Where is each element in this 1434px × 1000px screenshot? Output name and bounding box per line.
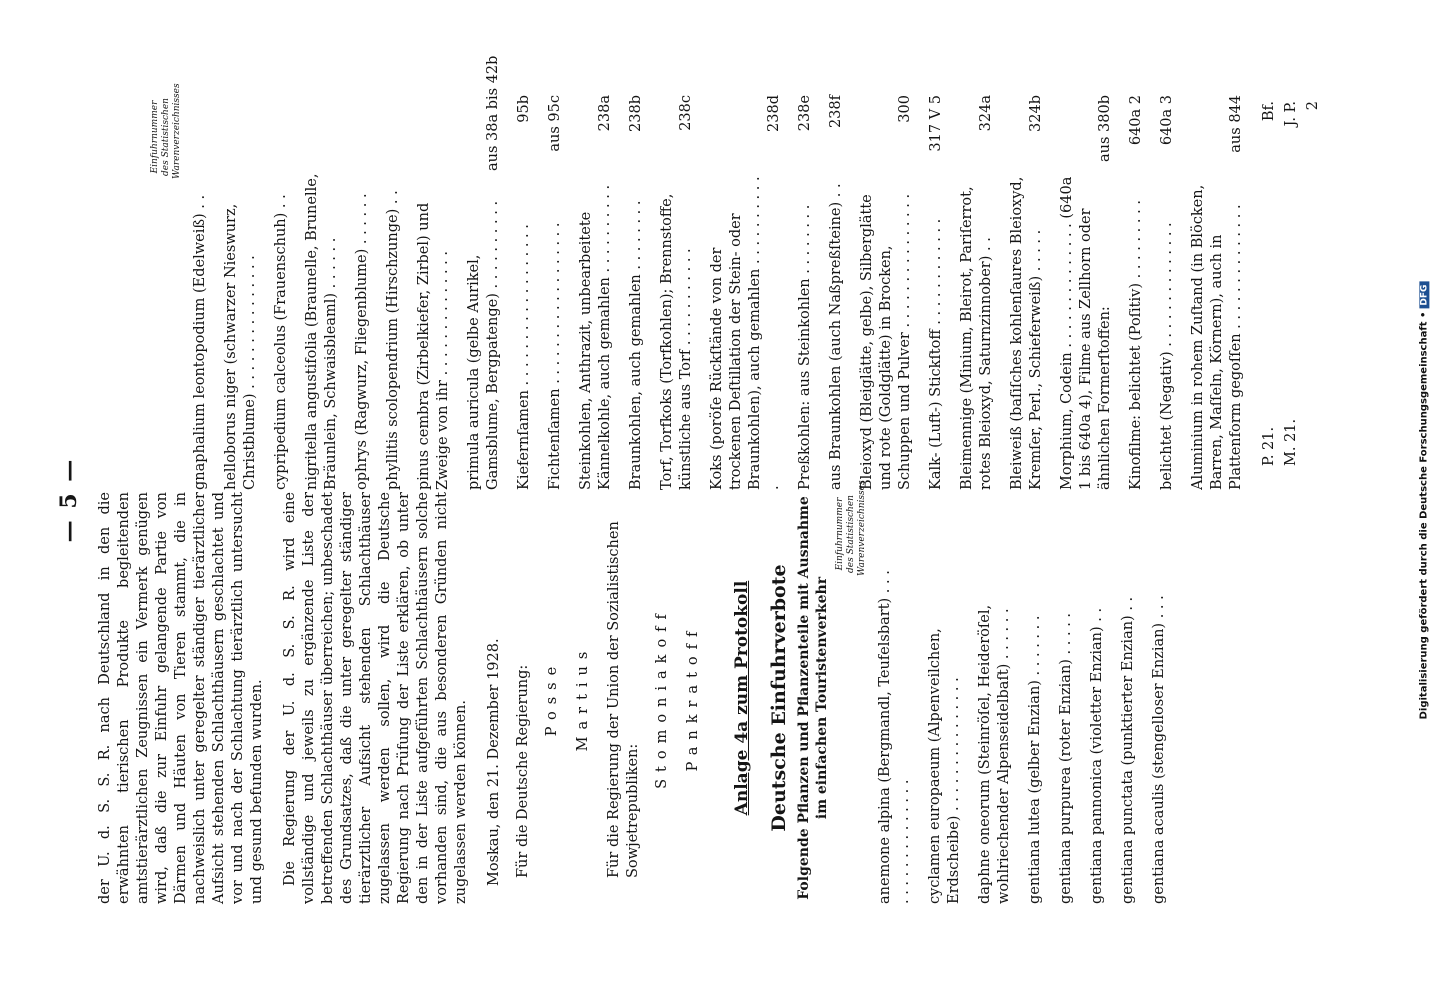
item-name: cypripedium calceolus (Frauenschuh) . . <box>273 194 289 490</box>
initials-number: 2 <box>1305 101 1321 111</box>
printer-code-m21: M. 21. <box>1283 418 1299 466</box>
item-number: 238b <box>628 95 644 132</box>
page-number: — 5 — <box>56 457 82 543</box>
german-government-intro: Für die Deutsche Regierung: <box>515 664 531 878</box>
list-item <box>858 95 915 490</box>
item-name: Braunkohlen, auch gemahlen . . . . . . . . <box>628 200 644 490</box>
section-subtitle: Folgende Pflanzen und Pflanzenteile mit Ausnahme im einfachen Touristenverkehr <box>796 496 830 900</box>
list-item <box>827 95 846 490</box>
list-item <box>384 95 403 490</box>
signature-martius: Martius <box>575 644 591 752</box>
item-name: helloborus niger (schwarzer Nieswurz, Christblume) . . . . . . . . . . . . . . . <box>223 203 258 490</box>
list-item <box>658 95 696 490</box>
initials-bf: Bf. <box>1261 101 1277 122</box>
item-name: belichtet (Negativ) . . . . . . . . . . . . . . <box>1159 222 1175 490</box>
item-name: Bleiweiß (baſiſches kohlenſaures Bleioxyd, Kremſer, Perl., Schieferweiß) . . . . . <box>1009 176 1044 490</box>
item-number: 640a 2 <box>1128 95 1144 146</box>
list-item <box>272 95 291 490</box>
item-number: 640a 3 <box>1159 95 1175 146</box>
item-number: 95b <box>516 95 532 123</box>
item-name: gentiana purpurea (roter Enzian) . . . . . <box>1058 612 1074 904</box>
signature-pankratoff: Pankratoff <box>685 624 701 772</box>
left-column <box>96 480 1181 904</box>
dateline: Moskau, den 21. Dezember 1928. <box>486 638 502 886</box>
item-name: gentiana lutea (gelber Enzian) . . . . . . . <box>1027 615 1043 904</box>
item-number: aus 844 <box>1228 95 1244 153</box>
initials-jp: J. P. <box>1283 101 1299 127</box>
item-name: ophrys (Ragwurz, Fliegenblume) . . . . . . <box>354 193 370 490</box>
column-header-right <box>150 83 183 490</box>
paragraph-2: Die Regierung der U. d. S. S. R. wird eine vollständige und jeweils zu ergänzende Liste der betreffenden Schlachthäuser überreichen; unbeschadet des Grundsatzes, daß die unter geregelter ständiger tierärztlicher Aufsicht stehenden Schlachthäuser zugelassen werden sollen, wird die Deutsche Regierung nach Prüfung der Liste erklären, ob unter den in der Liste aufgeführten Schlachthäusern solche vorhanden sind, die aus besonderen Gründen nicht zugelassen werden können. <box>282 492 469 904</box>
list-item <box>465 55 503 490</box>
list-item <box>627 95 646 490</box>
soviet-government-intro: Für die Regierung der Union der Sozialistischen Sowjetrepubliken: <box>606 521 641 878</box>
item-number: 238f <box>828 95 844 129</box>
item-number: aus 380b <box>1097 95 1113 162</box>
list-item <box>415 95 453 490</box>
item-number: aus 95c <box>547 95 563 152</box>
item-name: Bleimennige (Minium, Bleirot, Pariſerrot, rotes Bleioxyd, Saturnzinnober) . . <box>959 186 994 490</box>
paragraph-1: der U. d. S. S. R. nach Deutschland in den die erwähnten tierischen Produkte begleitenden amtstierärztlichen Zeugnissen ein Vermerk genügen wird, daß die zur Einfuhr gelangende Partie von Därmen und Häuten von Tieren stammt, die in nachweislich unter geregelter ständiger tierärztlicher Aufsicht stehenden Schlachthäusern geschlachtet und vor und nach der Schlachtung tierärztlich untersucht und gesund befunden wurden. <box>97 492 265 904</box>
list-item <box>1008 95 1046 490</box>
item-number: 317 V 5 <box>928 95 944 152</box>
item-name: gentiana pannonica (violetter Enzian) . . <box>1089 607 1105 904</box>
printer-code-p21: P. 21. <box>1261 426 1277 466</box>
list-item <box>546 95 565 490</box>
list-item <box>577 95 615 490</box>
item-name: gentiana punctata (punktierter Enzian) . . <box>1120 596 1136 904</box>
list-item <box>222 95 260 490</box>
item-name: aus Braunkohlen (auch Naßpreßſteine) . . <box>828 183 844 490</box>
list-item <box>927 95 946 490</box>
item-name: Kalk- (Luft-) Stickſtoff . . . . . . . . . . . . <box>928 218 944 490</box>
item-number: 300 <box>897 95 913 123</box>
item-name: gentiana acaulis (stengelloser Enzian) . . . <box>1151 595 1167 904</box>
item-name: Koks (poröſe Rückſtände von der trockenen Deſtillation der Stein- oder Braunkohlen), auch gemahlen . . . . . . . . . . . <box>709 176 782 490</box>
item-name: anemone alpina (Bergmandl, Teufelsbart) . . . . . . . . . . . . . . . . . <box>877 570 912 904</box>
digitization-credit <box>1414 0 1434 1000</box>
item-name: Aluminium in rohem Zuſtand (in Blöcken, Barren, Maſſeln, Körnern), auch in Plattenform gegoſſen . . . . . . . . . . . . . . <box>1190 184 1244 490</box>
item-name: Fichtenſamen . . . . . . . . . . . . . . . . . . <box>547 222 563 490</box>
section-title: Deutsche Einfuhrverbote <box>768 564 790 832</box>
item-name: Torf, Torfkoks (Torfkohlen); Brennstoffe, künstliche aus Torf . . . . . . . . . . . <box>659 193 694 490</box>
list-item <box>976 492 1014 904</box>
closing-right <box>1258 95 1324 126</box>
list-item <box>1119 492 1138 904</box>
dfg-logo: DFG <box>1420 281 1430 308</box>
closing-left <box>1258 419 1324 466</box>
item-name: pinus cembra (Zirbelkiefer, Zirbel) und Zweige von ihr . . . . . . . . . . . . . . <box>416 202 451 490</box>
item-name: gnaphalium leontopodium (Edelweiß) . . <box>192 194 208 490</box>
list-item <box>353 95 372 490</box>
list-item <box>1158 95 1177 490</box>
list-item <box>1057 492 1076 904</box>
item-name: Preßkohlen: aus Steinkohlen . . . . . . . . <box>797 204 813 490</box>
item-number: 324a <box>978 95 994 132</box>
list-item <box>1189 95 1246 490</box>
list-item <box>515 95 534 490</box>
list-item <box>1088 492 1107 904</box>
column-header-text: Einfuhrnummer des Statistischen Warenverzeichnisses <box>835 480 867 576</box>
item-number: 238d <box>766 95 782 132</box>
item-name: cyclamen europaeum (Alpenveilchen, Erdscheibe) . . . . . . . . . . . . . . . <box>927 628 962 904</box>
item-name: daphne oneorum (Steinröſel, Heideröſel, wohlriechender Alpenseidelbaſt) . . . . . . <box>977 604 1012 904</box>
item-number: 238c <box>678 95 694 131</box>
item-name: phyllitis scolopendrium (Hirschzunge) . . <box>385 190 401 490</box>
list-item <box>1058 95 1115 490</box>
list-item <box>191 95 210 490</box>
annex-title: Anlage 4a zum Protokoll <box>732 580 752 816</box>
closing-block <box>1258 95 1324 490</box>
item-number: 238a <box>597 95 613 132</box>
item-name: Morphium, Codein . . . . . . . . . . . . . . (640a 1 bis 640a 4), Filme aus Zellhorn oder ähnlichen Formerſtoffen: <box>1059 176 1113 490</box>
credit-text: Digitalisierung gefördert durch die Deutsche Forschungsgemeinschaft • <box>1418 311 1430 719</box>
list-item <box>708 95 784 490</box>
list-item <box>1127 95 1146 490</box>
list-item <box>958 95 996 490</box>
item-name: Bleioxyd (Bleiglätte, gelbe), Silberglätte und rote (Goldglätte) in Brocken, Schuppen und Pulver . . . . . . . . . . . . . . . <box>859 193 913 490</box>
column-header-text: Einfuhrnummer des Statistischen Warenverzeichnisses <box>150 83 182 179</box>
item-number: 238e <box>797 95 813 132</box>
item-name: Steinkohlen, Anthrazit, unbearbeitete Kännelkohle, auch gemahlen . . . . . . . . . . <box>578 184 613 490</box>
signature-stomoniakoff: Stomoniakoff <box>654 607 670 789</box>
right-column <box>150 55 1324 490</box>
item-number: 324b <box>1028 95 1044 132</box>
list-item <box>1026 492 1045 904</box>
list-item <box>796 95 815 490</box>
item-name: Kiefernſamen . . . . . . . . . . . . . . . . . . <box>516 224 532 490</box>
list-item <box>1150 492 1169 904</box>
item-number: aus 38a bis 42b <box>485 55 501 171</box>
column-header-left <box>835 480 868 904</box>
item-name: nigritella angustifolia (Braunelle, Brunelle, Bräunlein, Schwaisbleaml) . . . . . . <box>304 173 339 490</box>
item-name: primula auricula (gelbe Aurikel, Gamsblume, Bergpatenge) . . . . . . . . . . <box>466 200 501 490</box>
list-item <box>926 492 964 904</box>
list-item <box>876 492 914 904</box>
list-item <box>303 95 341 490</box>
signature-posse: Posse <box>544 659 560 737</box>
item-name: Kinofilme: belichtet (Poſitiv) . . . . . . . . . <box>1128 200 1144 490</box>
digitization-credit-text <box>1419 281 1430 719</box>
